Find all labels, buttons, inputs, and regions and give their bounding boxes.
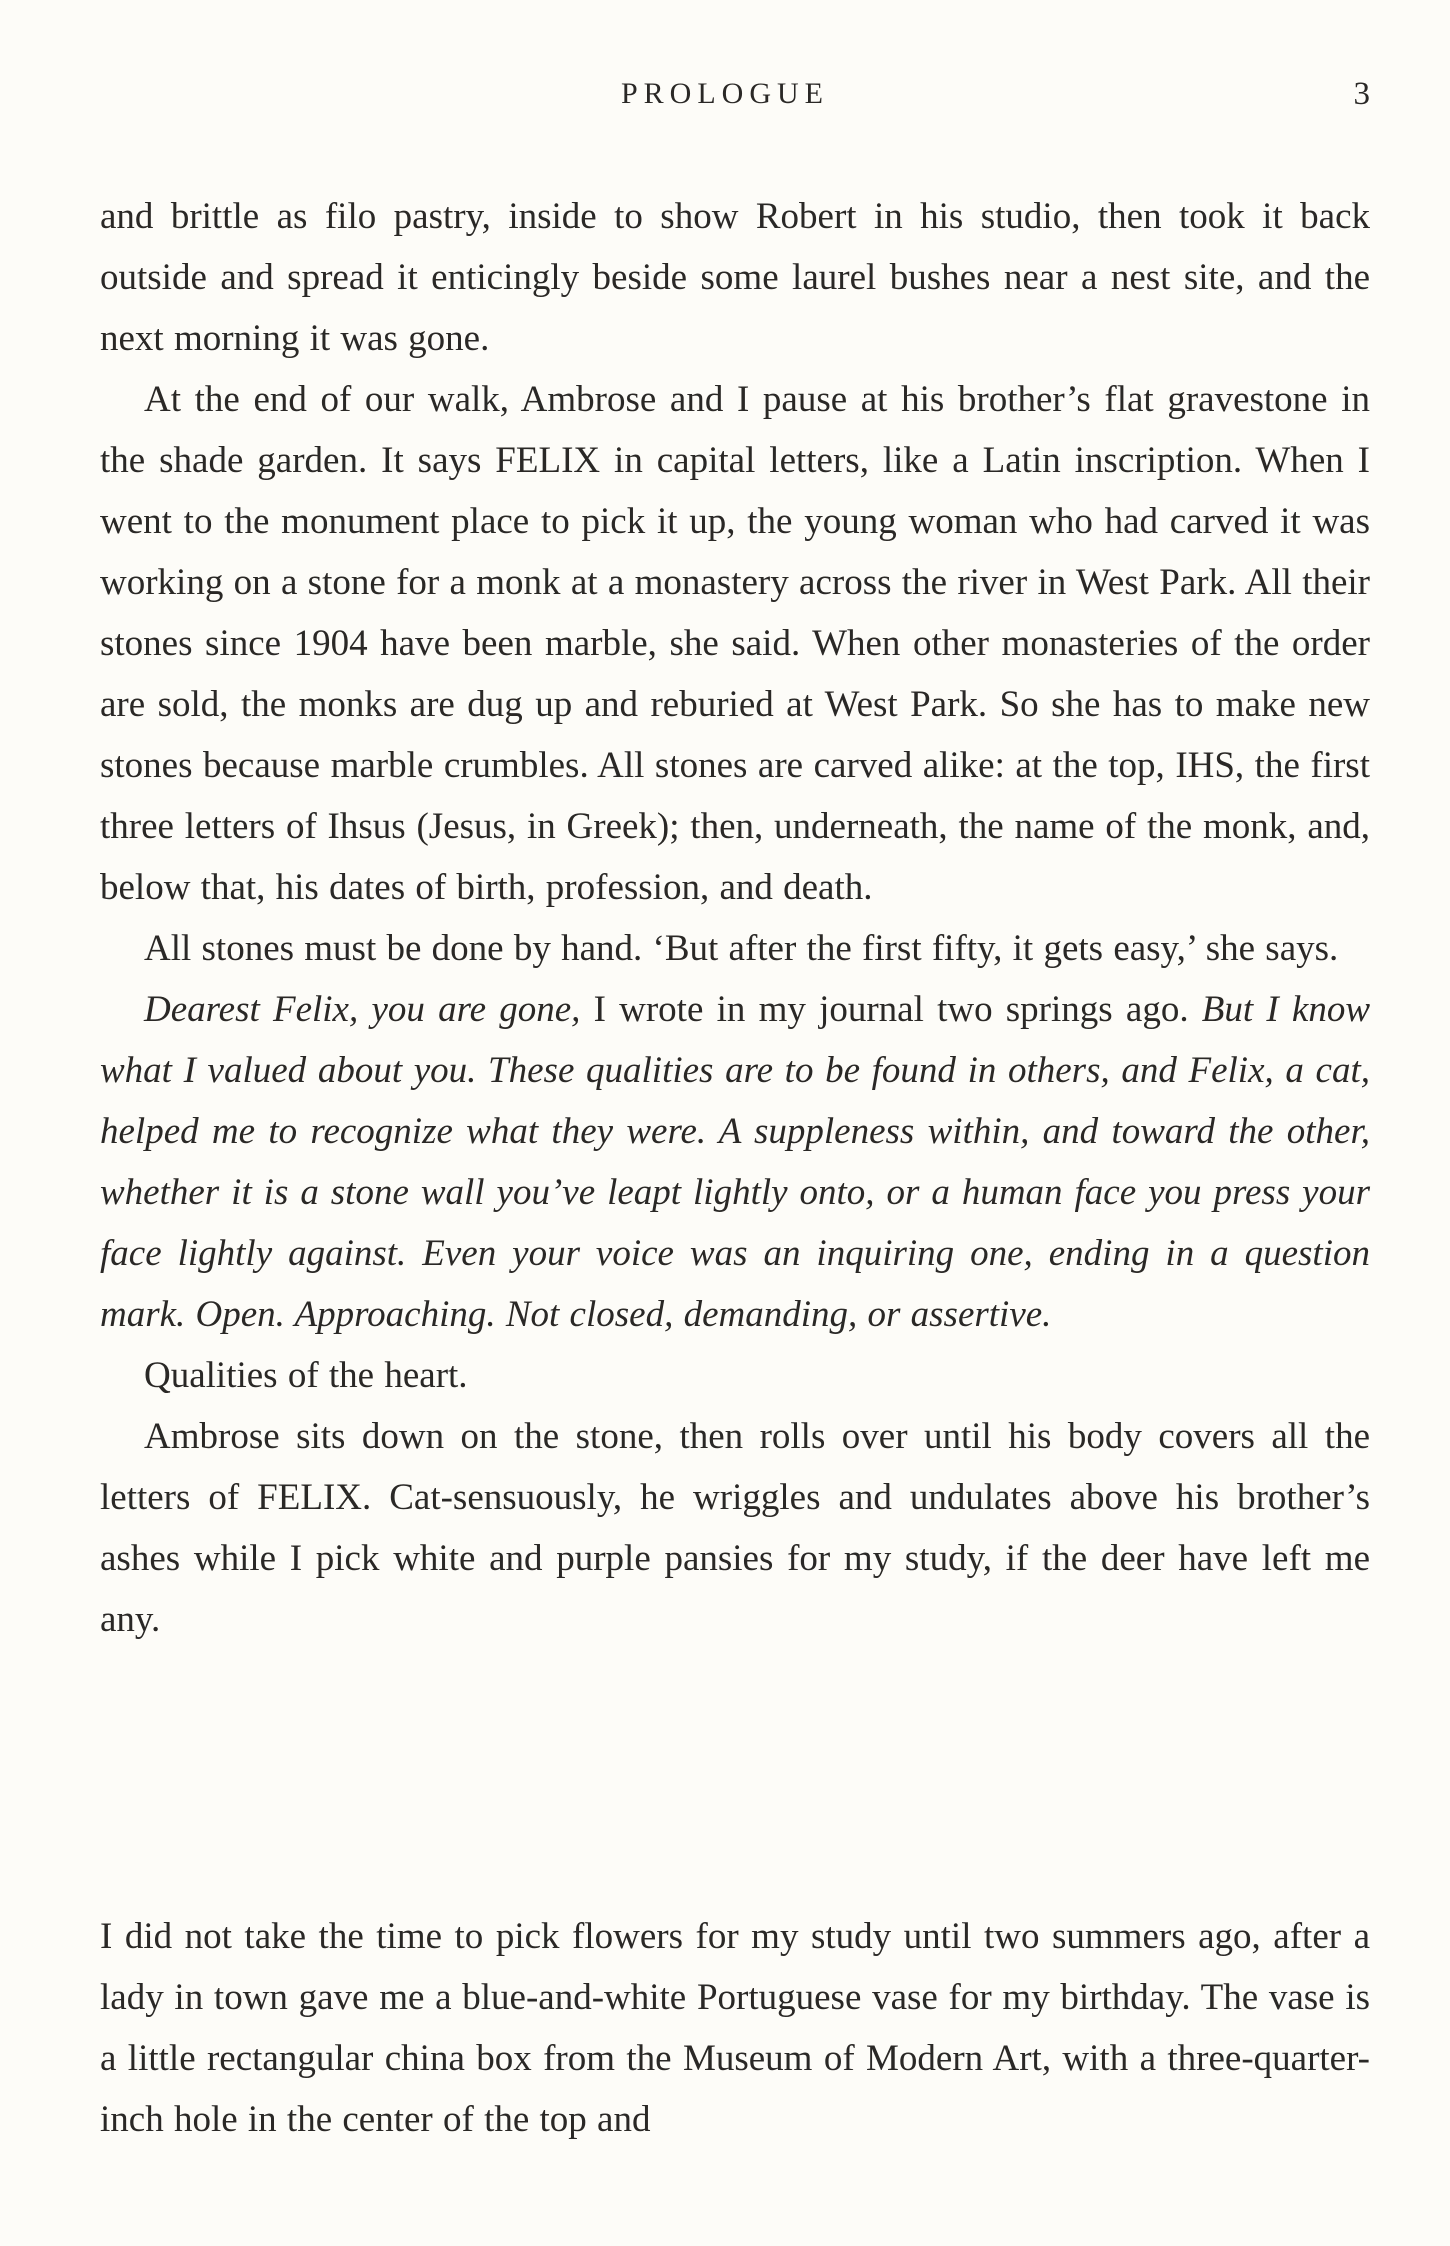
paragraph-flowers-vase: I did not take the time to pick flowers for my study until two summers ago, after a lady in town gave me a blue-and-white Portuguese vase for my birthday. The vase is a little rectangular china box from the Museum of Modern Art, with a three-quarter-inch hole in the center of the top and bbox=[100, 1916, 1370, 2140]
paragraph-continuation: and brittle as filo pastry, inside to show Robert in his studio, then took it back outside and spread it enticingly beside some laurel bushes near a nest site, and the next morning it was gone. bbox=[100, 196, 1370, 359]
paragraph-ambrose-stone: Ambrose sits down on the stone, then rolls over until his body covers all the letters of FELIX. Cat-sensuously, he wriggles and undulates above his brother’s ashes while I pick white and purple pansies for my study, if the deer have left me any. bbox=[100, 1416, 1370, 1640]
chapter-title: PROLOGUE bbox=[620, 77, 829, 110]
journal-italic-body: But I know what I valued about you. These qualities are to be found in others, and Felix, a cat, helped me to recognize what they were. A suppleness within, and toward the other, whether it is a stone wall you’ve leapt lightly onto, or a human face you press your face lightly against. Even your voice was an inquiring one, ending in a question mark. Open. Approaching. Not closed, demanding, or assertive. bbox=[100, 989, 1370, 1335]
page-number: 3 bbox=[1353, 76, 1370, 112]
body-text-section-2 bbox=[100, 1906, 1370, 2150]
running-head bbox=[0, 72, 1450, 116]
body-text-section-1 bbox=[100, 186, 1370, 1650]
journal-roman-text: I wrote in my journal two springs ago. bbox=[580, 989, 1202, 1030]
journal-italic-opening: Dearest Felix, you are gone, bbox=[144, 989, 581, 1030]
paragraph-gravestone: At the end of our walk, Ambrose and I pause at his brother’s flat gravestone in the shade garden. It says FELIX in capital letters, like a Latin inscription. When I went to the monument place to pick it up, the young woman who had carved it was working on a stone for a monk at a monastery across the river in West Park. All their stones since 1904 have been marble, she said. When other monasteries of the order are sold, the monks are dug up and reburied at West Park. So she has to make new stones because marble crumbles. All stones are carved alike: at the top, IHS, the first three letters of Ihsus (Jesus, in Greek); then, underneath, the name of the monk, and, below that, his dates of birth, profession, and death. bbox=[100, 379, 1370, 908]
paragraph-journal-entry bbox=[100, 979, 1370, 1345]
paragraph-qualities: Qualities of the heart. bbox=[144, 1355, 468, 1396]
paragraph-stones-by-hand: All stones must be done by hand. ‘But after the first fifty, it gets easy,’ she says. bbox=[144, 928, 1339, 969]
